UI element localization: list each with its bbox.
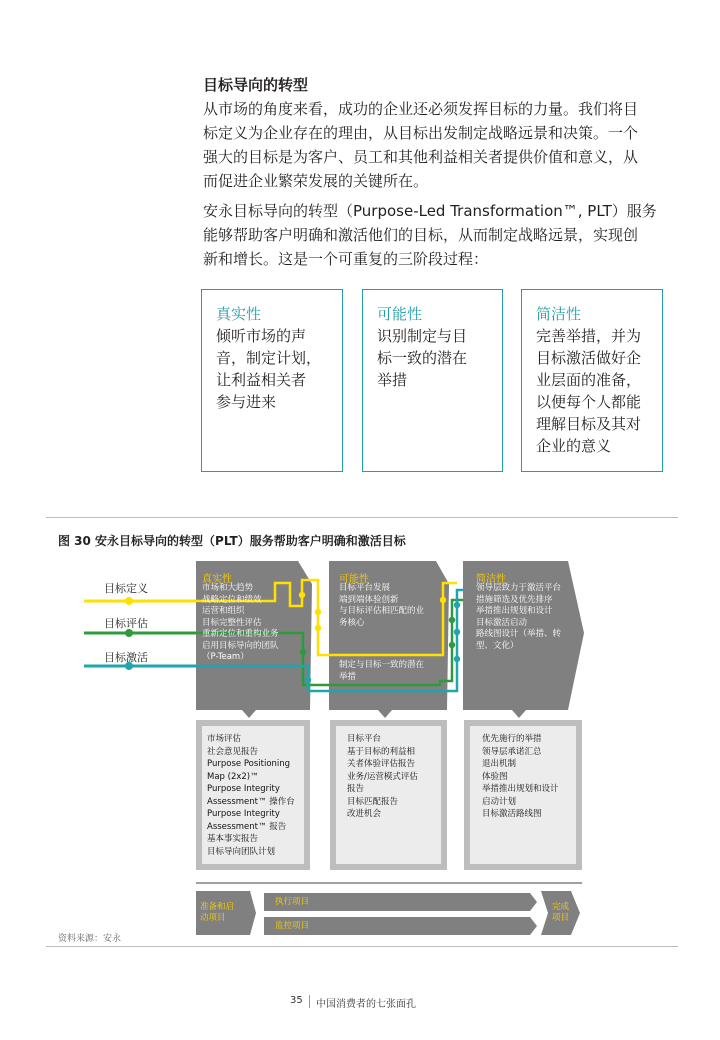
paragraph-plt: 安永目标导向的转型（Purpose-Led Transformation™, PLT）服务 能够帮助客户明确和激活他们的目标，从而制定战略远景，实现创 新和增长。这是一个可重复的三阶段过程： — [203, 202, 657, 268]
execute-project-label: 执行项目 — [275, 897, 310, 907]
stage-title: 简洁性 — [536, 305, 582, 323]
stage-description: 识别制定与目 标一致的潜在 举措 — [377, 327, 468, 389]
phase-items-possibility: 目标平台发展 端到端体验创新 与目标评估相匹配的业 务核心 — [339, 583, 425, 628]
start-project-label: 准备和启 动项目 — [200, 902, 235, 923]
legend-label-activation: 目标激活 — [104, 651, 148, 664]
footer-title: 中国消费者的七张面孔 — [316, 999, 416, 1010]
figure-title: 图 30 安永目标导向的转型（PLT）服务帮助客户明确和激活目标 — [58, 534, 406, 548]
deliverables-authenticity: 市场评估 社会意见报告 Purpose Positioning Map (2x2)™ Purpose Integrity Assessment™ 操作台 Purpose Integrity Assessment™ 报告 基本事实报告 目标导向团队计划 — [207, 734, 295, 857]
footer-divider — [309, 995, 310, 1008]
legend-label-definition: 目标定义 — [104, 582, 148, 595]
phase-title-authenticity: 真实性 — [202, 574, 232, 585]
stage-description: 倾听市场的声 音，制定计划， 让利益相关者 参与进来 — [216, 327, 322, 411]
deliverables-possibility: 目标平台 基于目标的利益相 关者体验评估报告 业务/运营模式评估 报告 目标匹配报告 改进机会 — [347, 734, 418, 819]
phase-title-possibility: 可能性 — [339, 574, 369, 585]
legend-dot-definition — [125, 597, 133, 605]
stage-title: 真实性 — [216, 305, 262, 323]
legend-label-evaluation: 目标评估 — [104, 617, 148, 630]
stage-description: 完善举措，并为 目标激活做好企 业层面的准备， 以便每个人都能 理解目标及其对 企业的意义 — [536, 327, 642, 455]
phase-items-simplicity: 领导层致力于激活平台 措施筛选及优先排序 举措推出规划和设计 目标激活启动 路线图设计（举措、转 型、文化） — [476, 583, 562, 651]
figure-bottom-rule — [46, 946, 678, 947]
finish-project-label: 完成 项目 — [552, 902, 570, 923]
page-number: 35 — [290, 995, 303, 1006]
phase-extra-possibility: 制定与目标一致的潜在 举措 — [339, 660, 425, 682]
monitor-project-label: 监控项目 — [275, 921, 310, 931]
deliverables-simplicity: 优先施行的举措 领导层承诺汇总 退出机制 体验图 举措推出规划和设计 启动计划 目标激活路线图 — [482, 734, 559, 819]
stage-title: 可能性 — [377, 305, 423, 323]
phase-items-authenticity: 市场和大趋势 战略定位和绩效 运营和组织 目标完整性评估 重新定位和重构业务 启用目标导向的团队 （P-Team） — [202, 583, 279, 662]
section-heading: 目标导向的转型 — [203, 76, 309, 94]
phase-title-simplicity: 简洁性 — [476, 574, 506, 585]
figure-source: 资料来源：安永 — [58, 934, 122, 944]
paragraph-intro: 从市场的角度来看，成功的企业还必须发挥目标的力量。我们将目 标定义为企业存在的理由，从目标出发制定战略远景和决策。一个 强大的目标是为客户、员工和其他利益相关者提供价值和意义，从 而促进企业繁荣发展的关键所在。 — [203, 100, 639, 190]
